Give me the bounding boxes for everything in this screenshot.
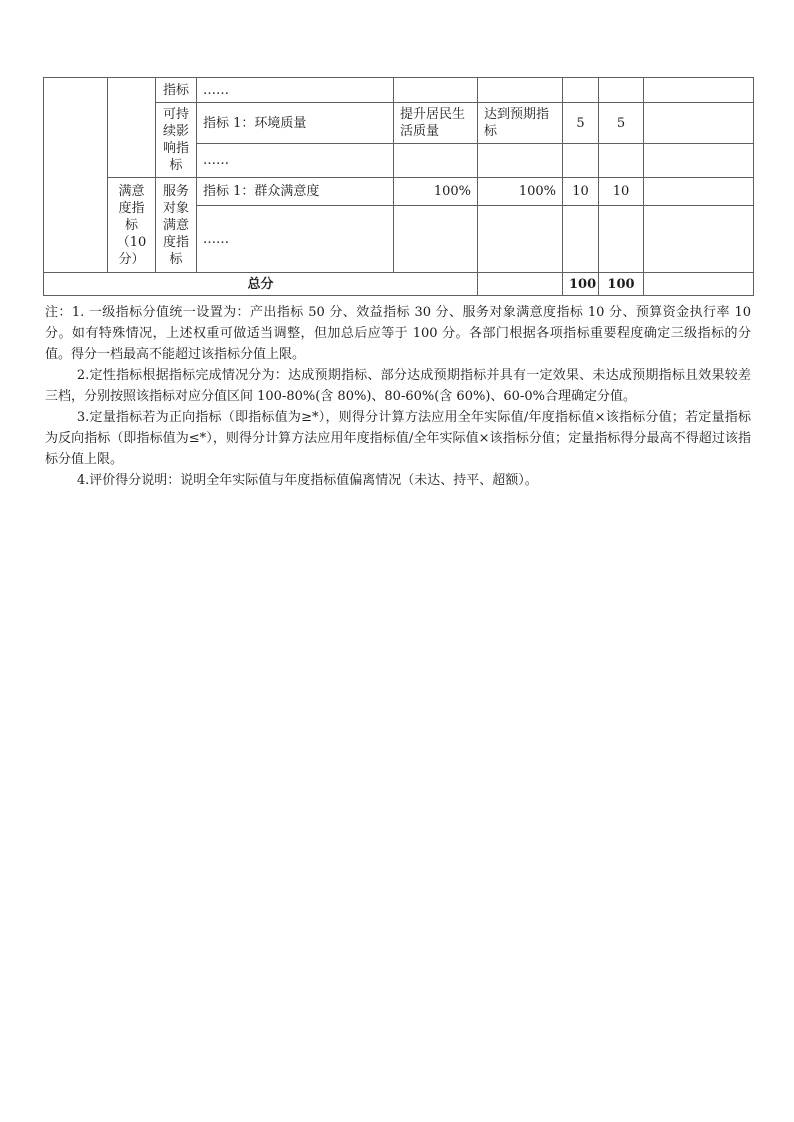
- empty-cell: [394, 144, 478, 178]
- indicator-ellipsis-cell: ……: [197, 206, 394, 273]
- actual-value-cell: 100%: [478, 178, 563, 206]
- indicator-public-satisfaction-cell: 指标 1：群众满意度: [197, 178, 394, 206]
- note-1: 注：1. 一级指标分值统一设置为：产出指标 50 分、效益指标 30 分、服务对象满意度指标 10 分、预算资金执行率 10 分。如有特殊情况，上述权重可做适当调整，但加总后应等于 100 分。各部门根据各项指标重要程度确定三级指标的分值。得分一档最高不能超过该指标分值上限。: [45, 305, 751, 362]
- empty-cell: [644, 273, 754, 296]
- empty-cell: [644, 103, 754, 144]
- annual-target-cell: 100%: [394, 178, 478, 206]
- table-row-continuation: [44, 78, 754, 103]
- empty-cell: [599, 206, 644, 273]
- empty-cell: [563, 206, 599, 273]
- score-cell: 10: [599, 178, 644, 206]
- level2-empty-cell: [108, 78, 156, 178]
- empty-cell: [394, 78, 478, 103]
- empty-cell: [394, 206, 478, 273]
- empty-cell: [478, 206, 563, 273]
- empty-cell: [563, 144, 599, 178]
- indicator-env-quality-cell: 指标 1：环境质量: [197, 103, 394, 144]
- note-4: 4.评价得分说明：说明全年实际值与年度指标值偏离情况（未达、持平、超额）。: [76, 473, 538, 488]
- empty-cell: [478, 144, 563, 178]
- score-cell: 5: [599, 103, 644, 144]
- point-value-cell: 10: [563, 178, 599, 206]
- empty-cell: [478, 273, 563, 296]
- total-point-value-cell: 100: [563, 273, 599, 296]
- empty-cell: [644, 144, 754, 178]
- note-2: 2.定性指标根据指标完成情况分为：达成预期指标、部分达成预期指标并具有一定效果、未达成预期指标且效果较差三档，分别按照该指标对应分值区间 100-80%(含 80%)、80-60%(含 60%)、60-0%合理确定分值。: [45, 368, 751, 404]
- level1-empty-cell: [44, 78, 108, 273]
- annual-target-cell: 提升居民生活质量: [394, 103, 478, 144]
- indicator-ellipsis-cell: ……: [197, 144, 394, 178]
- level2-satisfaction-text: 满意度指标（10分）: [116, 183, 147, 267]
- note-3: 3.定量指标若为正向指标（即指标值为≥*），则得分计算方法应用全年实际值/年度指标值×该指标分值；若定量指标为反向指标（即指标值为≤*），则得分计算方法应用年度指标值/全年实际值×该指标分值；定量指标得分最高不得超过该指标分值上限。: [45, 410, 751, 467]
- empty-cell: [563, 78, 599, 103]
- table-row-total: [44, 273, 754, 296]
- level2-satisfaction-label: [108, 178, 156, 273]
- level3-sustainability-label: [156, 103, 197, 178]
- empty-cell: [478, 78, 563, 103]
- empty-cell: [599, 144, 644, 178]
- empty-cell: [644, 178, 754, 206]
- point-value-cell: 5: [563, 103, 599, 144]
- scoring-notes: [45, 302, 751, 491]
- empty-cell: [644, 78, 754, 103]
- level3-sustainability-text: 可持续影响指标: [162, 107, 189, 173]
- performance-indicator-table: [43, 77, 754, 296]
- table-row-satisfaction-indicator: [44, 178, 754, 206]
- empty-cell: [599, 78, 644, 103]
- level3-service-target-label: [156, 178, 197, 273]
- level3-indicator-label: 指标: [156, 78, 197, 103]
- total-score-cell: 100: [599, 273, 644, 296]
- empty-cell: [644, 206, 754, 273]
- actual-value-cell: 达到预期指标: [478, 103, 563, 144]
- indicator-ellipsis-cell: ……: [197, 78, 394, 103]
- total-score-label: 总分: [44, 273, 478, 296]
- level3-service-target-text: 服务对象满意度指标: [162, 183, 189, 267]
